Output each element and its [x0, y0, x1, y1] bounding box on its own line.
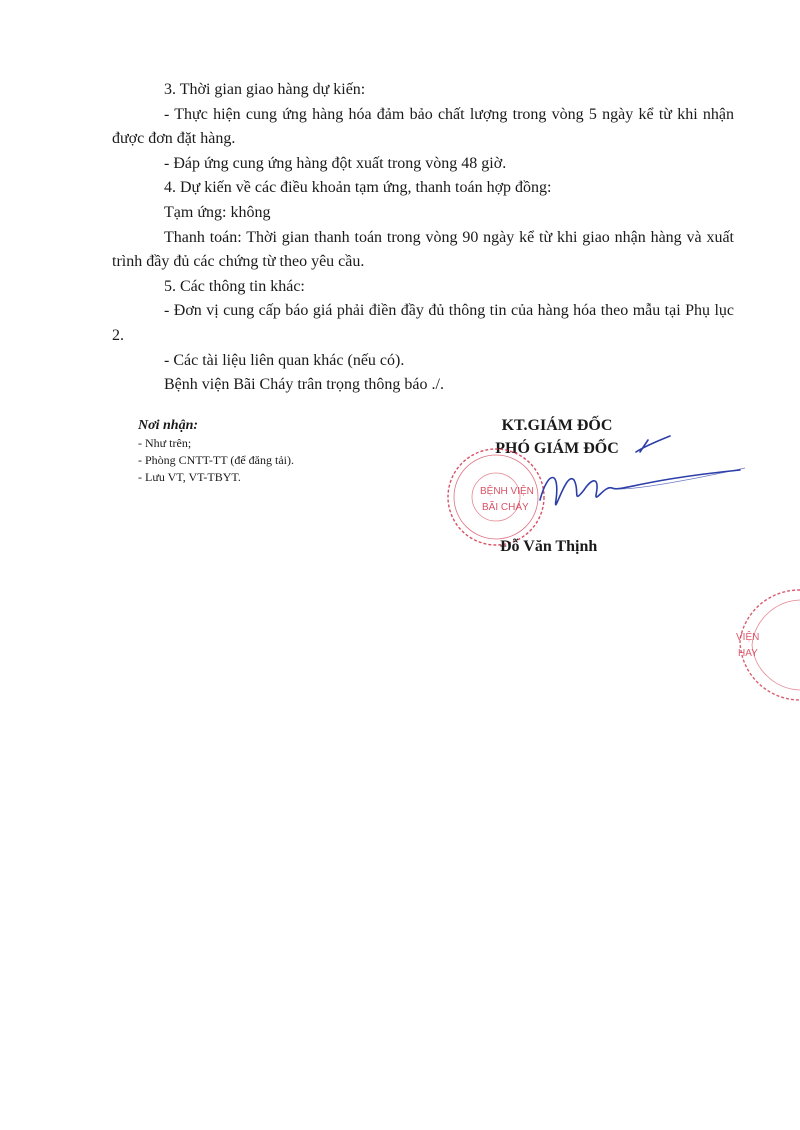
- handwritten-signature: [540, 436, 745, 505]
- paragraph: - Đơn vị cung cấp báo giá phải điền đầy đủ thông tin của hàng hóa theo mẫu tại Phụ lục 2.: [112, 302, 734, 344]
- paragraph: - Thực hiện cung ứng hàng hóa đảm bảo chất lượng trong vòng 5 ngày kể từ khi nhận được đơn đặt hàng.: [112, 105, 734, 148]
- seal-text-line1: BỆNH VIỆN: [480, 486, 534, 497]
- paragraph: 3. Thời gian giao hàng dự kiến:: [164, 81, 366, 98]
- recipient-item: - Lưu VT, VT-TBYT.: [138, 470, 241, 484]
- signer-name: Đỗ Văn Thịnh: [500, 538, 598, 555]
- recipients-header: Nơi nhận:: [138, 418, 199, 433]
- seal-text-line2: BÃI CHÁY: [482, 502, 529, 513]
- paragraph: - Các tài liệu liên quan khác (nếu có).: [164, 351, 405, 369]
- paragraph: - Đáp ứng cung ứng hàng đột xuất trong vòng 48 giờ.: [164, 154, 507, 172]
- signature-title-line2: PHÓ GIÁM ĐỐC: [495, 440, 619, 457]
- partial-seal: [736, 590, 800, 700]
- hospital-seal: [448, 449, 544, 545]
- paragraph: Bệnh viện Bãi Cháy trân trọng thông báo ./.: [164, 376, 444, 394]
- paragraph: 4. Dự kiến về các điều khoản tạm ứng, thanh toán hợp đồng:: [164, 179, 552, 197]
- recipient-item: - Phòng CNTT-TT (để đăng tải).: [138, 453, 294, 467]
- partial-seal-text-line1: VIỆN: [736, 632, 760, 643]
- paragraph: 5. Các thông tin khác:: [164, 277, 305, 295]
- partial-seal-text-line2: HAY: [738, 648, 758, 659]
- paragraph: Thanh toán: Thời gian thanh toán trong vòng 90 ngày kể từ khi giao nhận hàng và xuất trình đầy đủ các chứng từ theo yêu cầu.: [112, 228, 734, 271]
- recipient-item: - Như trên;: [138, 436, 192, 450]
- signature-title-line1: KT.GIÁM ĐỐC: [501, 417, 613, 434]
- paragraph: Tạm ứng: không: [164, 203, 271, 221]
